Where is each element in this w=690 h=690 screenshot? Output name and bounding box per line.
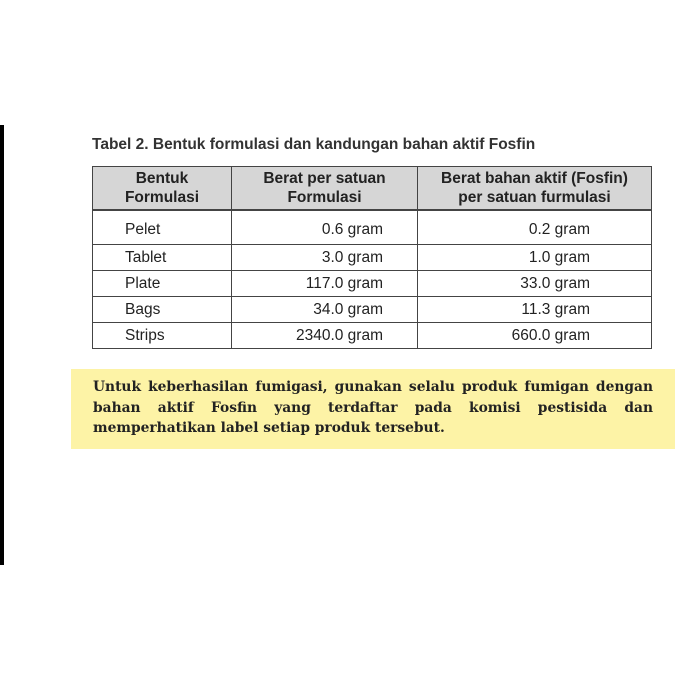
formulation-table bbox=[92, 166, 652, 349]
left-edge-bar bbox=[0, 125, 4, 565]
note-box: Untuk keberhasilan fumigasi, gunakan selalu produk fumigan dengan bahan aktif Fosfin yang terdaftar pada komisi pestisida dan memperhatikan label setiap produk tersebut. bbox=[71, 369, 675, 449]
table-row bbox=[93, 271, 652, 297]
cell-bahan-aktif: 11.3 gram bbox=[418, 297, 652, 323]
header-bentuk: Bentuk Formulasi bbox=[93, 167, 232, 211]
cell-berat: 34.0 gram bbox=[232, 297, 418, 323]
cell-bentuk: Plate bbox=[93, 271, 232, 297]
header-bahan-aktif: Berat bahan aktif (Fosfin) per satuan furmulasi bbox=[418, 167, 652, 211]
cell-berat: 0.6 gram bbox=[232, 210, 418, 245]
cell-bentuk: Strips bbox=[93, 323, 232, 349]
cell-bentuk: Tablet bbox=[93, 245, 232, 271]
table-row bbox=[93, 297, 652, 323]
cell-bahan-aktif: 660.0 gram bbox=[418, 323, 652, 349]
cell-bahan-aktif: 33.0 gram bbox=[418, 271, 652, 297]
cell-berat: 3.0 gram bbox=[232, 245, 418, 271]
cell-berat: 117.0 gram bbox=[232, 271, 418, 297]
cell-berat: 2340.0 gram bbox=[232, 323, 418, 349]
table-row bbox=[93, 210, 652, 245]
cell-bahan-aktif: 0.2 gram bbox=[418, 210, 652, 245]
cell-bentuk: Pelet bbox=[93, 210, 232, 245]
table-row bbox=[93, 323, 652, 349]
table-caption: Tabel 2. Bentuk formulasi dan kandungan bahan aktif Fosfin bbox=[92, 136, 536, 153]
table-header-row bbox=[93, 167, 652, 211]
header-berat: Berat per satuan Formulasi bbox=[232, 167, 418, 211]
cell-bentuk: Bags bbox=[93, 297, 232, 323]
table-row bbox=[93, 245, 652, 271]
cell-bahan-aktif: 1.0 gram bbox=[418, 245, 652, 271]
